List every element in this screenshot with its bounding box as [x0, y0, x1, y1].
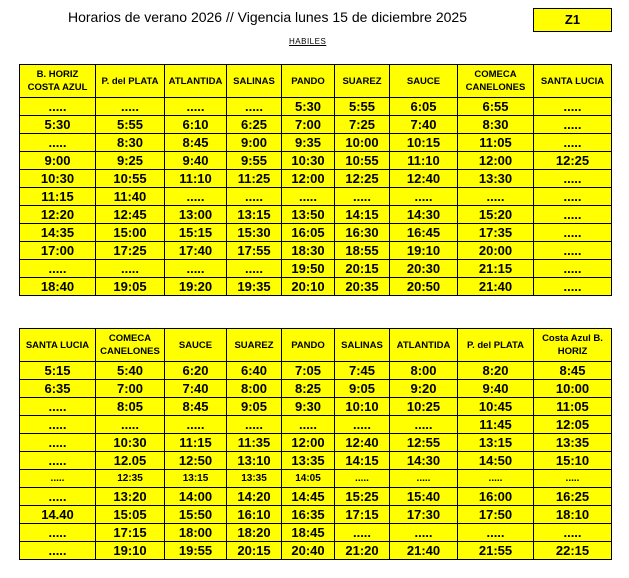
time-cell: 13:00: [165, 206, 227, 224]
time-cell: 18:40: [20, 278, 96, 296]
time-cell: 6:25: [227, 116, 282, 134]
column-header: Costa Azul B. HORIZ: [534, 329, 612, 362]
time-cell: .....: [96, 260, 165, 278]
time-cell: 11:45: [458, 416, 534, 434]
time-cell: 12.05: [96, 452, 165, 470]
time-cell: 20:10: [282, 278, 335, 296]
time-cell: .....: [534, 98, 612, 116]
time-cell: 12:00: [282, 434, 335, 452]
time-cell: 8:00: [227, 380, 282, 398]
schedule-table-outbound: [19, 64, 612, 296]
column-header: SANTA LUCIA: [534, 65, 612, 98]
table-row: [20, 152, 612, 170]
column-header: SAUCE: [165, 329, 227, 362]
time-cell: 9:05: [227, 398, 282, 416]
time-cell: 8:25: [282, 380, 335, 398]
time-cell: 10:30: [96, 434, 165, 452]
time-cell: 19:50: [282, 260, 335, 278]
time-cell: 7:45: [335, 362, 390, 380]
time-cell: 8:45: [534, 362, 612, 380]
time-cell: 11:35: [227, 434, 282, 452]
time-cell: .....: [534, 470, 612, 488]
column-header: P. del PLATA: [458, 329, 534, 362]
time-cell: .....: [165, 260, 227, 278]
column-header: SUAREZ: [227, 329, 282, 362]
time-cell: 13:35: [534, 434, 612, 452]
time-cell: 14:30: [390, 452, 458, 470]
time-cell: 11:10: [165, 170, 227, 188]
time-cell: 18:20: [227, 524, 282, 542]
time-cell: 10:15: [390, 134, 458, 152]
table-row: [20, 206, 612, 224]
time-cell: 9:40: [165, 152, 227, 170]
time-cell: 14:15: [335, 452, 390, 470]
time-cell: 17:15: [335, 506, 390, 524]
time-cell: 14.40: [20, 506, 96, 524]
time-cell: 10:00: [335, 134, 390, 152]
time-cell: 14:20: [227, 488, 282, 506]
time-cell: 19:05: [96, 278, 165, 296]
time-cell: 13:30: [458, 170, 534, 188]
time-cell: 8:00: [390, 362, 458, 380]
time-cell: 9:05: [335, 380, 390, 398]
time-cell: 9:30: [282, 398, 335, 416]
time-cell: .....: [20, 134, 96, 152]
time-cell: 17:00: [20, 242, 96, 260]
table-row: [20, 398, 612, 416]
time-cell: 5:55: [335, 98, 390, 116]
time-cell: 17:30: [390, 506, 458, 524]
time-cell: .....: [534, 116, 612, 134]
time-cell: 10:00: [534, 380, 612, 398]
time-cell: 21:40: [458, 278, 534, 296]
time-cell: 15:15: [165, 224, 227, 242]
time-cell: .....: [20, 398, 96, 416]
time-cell: 16:10: [227, 506, 282, 524]
time-cell: 20:15: [227, 542, 282, 560]
time-cell: 9:40: [458, 380, 534, 398]
time-cell: 20:15: [335, 260, 390, 278]
time-cell: 12:20: [20, 206, 96, 224]
column-header: B. HORIZ COSTA AZUL: [20, 65, 96, 98]
time-cell: 7:25: [335, 116, 390, 134]
time-cell: .....: [534, 224, 612, 242]
time-cell: 6:20: [165, 362, 227, 380]
table-row: [20, 260, 612, 278]
time-cell: .....: [20, 260, 96, 278]
table-row: [20, 488, 612, 506]
time-cell: 19:35: [227, 278, 282, 296]
time-cell: 13:15: [165, 470, 227, 488]
time-cell: 12:05: [534, 416, 612, 434]
time-cell: 9:20: [390, 380, 458, 398]
time-cell: 14:00: [165, 488, 227, 506]
time-cell: .....: [282, 416, 335, 434]
time-cell: 19:20: [165, 278, 227, 296]
time-cell: .....: [20, 470, 96, 488]
time-cell: .....: [20, 542, 96, 560]
table-row: [20, 224, 612, 242]
time-cell: 20:35: [335, 278, 390, 296]
time-cell: 11:25: [227, 170, 282, 188]
time-cell: 13:10: [227, 452, 282, 470]
time-cell: 16:45: [390, 224, 458, 242]
column-header: PANDO: [282, 329, 335, 362]
time-cell: 13:15: [227, 206, 282, 224]
time-cell: 5:40: [96, 362, 165, 380]
time-cell: .....: [20, 98, 96, 116]
time-cell: 5:55: [96, 116, 165, 134]
time-cell: 17:55: [227, 242, 282, 260]
time-cell: .....: [165, 416, 227, 434]
time-cell: 12:55: [390, 434, 458, 452]
time-cell: 12:00: [458, 152, 534, 170]
time-cell: 7:00: [282, 116, 335, 134]
table-row: [20, 506, 612, 524]
table-row: [20, 98, 612, 116]
header-row: [20, 329, 612, 362]
time-cell: 17:50: [458, 506, 534, 524]
time-cell: .....: [534, 278, 612, 296]
time-cell: 11:05: [534, 398, 612, 416]
time-cell: 6:35: [20, 380, 96, 398]
time-cell: 16:35: [282, 506, 335, 524]
time-cell: .....: [534, 188, 612, 206]
time-cell: 20:40: [282, 542, 335, 560]
time-cell: .....: [96, 98, 165, 116]
time-cell: .....: [20, 488, 96, 506]
time-cell: 9:35: [282, 134, 335, 152]
column-header: SALINAS: [227, 65, 282, 98]
time-cell: 21:55: [458, 542, 534, 560]
time-cell: 12:25: [335, 170, 390, 188]
column-header: P. del PLATA: [96, 65, 165, 98]
time-cell: 7:40: [390, 116, 458, 134]
column-header: PANDO: [282, 65, 335, 98]
time-cell: .....: [20, 416, 96, 434]
time-cell: 21:40: [390, 542, 458, 560]
time-cell: 20:00: [458, 242, 534, 260]
time-cell: 11:40: [96, 188, 165, 206]
time-cell: 10:55: [335, 152, 390, 170]
time-cell: .....: [96, 416, 165, 434]
table-row: [20, 524, 612, 542]
time-cell: .....: [534, 170, 612, 188]
time-cell: 11:05: [458, 134, 534, 152]
table-row: [20, 452, 612, 470]
time-cell: 7:40: [165, 380, 227, 398]
time-cell: .....: [390, 524, 458, 542]
column-header: SALINAS: [335, 329, 390, 362]
time-cell: 9:00: [227, 134, 282, 152]
time-cell: 11:15: [20, 188, 96, 206]
time-cell: 11:10: [390, 152, 458, 170]
time-cell: .....: [534, 260, 612, 278]
time-cell: .....: [165, 98, 227, 116]
time-cell: 15:00: [96, 224, 165, 242]
time-cell: 18:55: [335, 242, 390, 260]
column-header: COMECA CANELONES: [458, 65, 534, 98]
time-cell: 7:00: [96, 380, 165, 398]
time-cell: 12:40: [390, 170, 458, 188]
column-header: COMECA CANELONES: [96, 329, 165, 362]
time-cell: 18:00: [165, 524, 227, 542]
time-cell: 13:35: [282, 452, 335, 470]
time-cell: 13:35: [227, 470, 282, 488]
time-cell: 11:15: [165, 434, 227, 452]
time-cell: 10:30: [282, 152, 335, 170]
column-header: ATLANTIDA: [390, 329, 458, 362]
time-cell: 14:05: [282, 470, 335, 488]
time-cell: 12:35: [96, 470, 165, 488]
schedule-table-return: [19, 328, 612, 560]
table-row: [20, 170, 612, 188]
table-row: [20, 188, 612, 206]
time-cell: 12:45: [96, 206, 165, 224]
time-cell: 16:25: [534, 488, 612, 506]
time-cell: 6:05: [390, 98, 458, 116]
time-cell: 5:30: [282, 98, 335, 116]
time-cell: 18:30: [282, 242, 335, 260]
time-cell: .....: [227, 416, 282, 434]
time-cell: .....: [458, 188, 534, 206]
time-cell: .....: [20, 524, 96, 542]
time-cell: 14:35: [20, 224, 96, 242]
time-cell: .....: [534, 134, 612, 152]
table-row: [20, 242, 612, 260]
time-cell: .....: [335, 188, 390, 206]
time-cell: 12:25: [534, 152, 612, 170]
time-cell: 17:40: [165, 242, 227, 260]
time-cell: 19:10: [390, 242, 458, 260]
time-cell: 15:30: [227, 224, 282, 242]
time-cell: 12:50: [165, 452, 227, 470]
time-cell: 20:30: [390, 260, 458, 278]
time-cell: 13:20: [96, 488, 165, 506]
time-cell: 17:25: [96, 242, 165, 260]
time-cell: 9:55: [227, 152, 282, 170]
time-cell: .....: [390, 188, 458, 206]
column-header: SANTA LUCIA: [20, 329, 96, 362]
time-cell: 8:45: [165, 398, 227, 416]
time-cell: 21:15: [458, 260, 534, 278]
time-cell: 15:10: [534, 452, 612, 470]
time-cell: 5:15: [20, 362, 96, 380]
time-cell: .....: [227, 188, 282, 206]
time-cell: 10:55: [96, 170, 165, 188]
time-cell: .....: [390, 470, 458, 488]
time-cell: .....: [534, 524, 612, 542]
time-cell: 10:30: [20, 170, 96, 188]
time-cell: .....: [335, 416, 390, 434]
time-cell: .....: [165, 188, 227, 206]
header-row: [20, 65, 612, 98]
time-cell: .....: [534, 242, 612, 260]
time-cell: 9:00: [20, 152, 96, 170]
time-cell: 12:00: [282, 170, 335, 188]
time-cell: 15:50: [165, 506, 227, 524]
time-cell: 20:50: [390, 278, 458, 296]
time-cell: 18:10: [534, 506, 612, 524]
time-cell: 18:45: [282, 524, 335, 542]
time-cell: 6:10: [165, 116, 227, 134]
time-cell: 14:30: [390, 206, 458, 224]
time-cell: 14:15: [335, 206, 390, 224]
time-cell: 13:50: [282, 206, 335, 224]
route-badge: Z1: [533, 8, 612, 32]
time-cell: .....: [227, 260, 282, 278]
column-header: SAUCE: [390, 65, 458, 98]
time-cell: 14:45: [282, 488, 335, 506]
time-cell: 8:05: [96, 398, 165, 416]
table-row: [20, 362, 612, 380]
time-cell: .....: [20, 434, 96, 452]
time-cell: 19:55: [165, 542, 227, 560]
time-cell: .....: [227, 98, 282, 116]
time-cell: .....: [458, 470, 534, 488]
table-row: [20, 134, 612, 152]
time-cell: .....: [390, 416, 458, 434]
time-cell: 15:25: [335, 488, 390, 506]
time-cell: 9:25: [96, 152, 165, 170]
time-cell: .....: [335, 470, 390, 488]
time-cell: .....: [534, 206, 612, 224]
time-cell: 7:05: [282, 362, 335, 380]
table-row: [20, 278, 612, 296]
time-cell: 16:30: [335, 224, 390, 242]
time-cell: .....: [458, 524, 534, 542]
table-row: [20, 470, 612, 488]
column-header: SUAREZ: [335, 65, 390, 98]
time-cell: 22:15: [534, 542, 612, 560]
time-cell: 8:20: [458, 362, 534, 380]
time-cell: 15:40: [390, 488, 458, 506]
time-cell: 21:20: [335, 542, 390, 560]
table-row: [20, 116, 612, 134]
time-cell: .....: [20, 452, 96, 470]
time-cell: 16:05: [282, 224, 335, 242]
table-row: [20, 380, 612, 398]
time-cell: 17:15: [96, 524, 165, 542]
table-row: [20, 434, 612, 452]
time-cell: 15:20: [458, 206, 534, 224]
time-cell: 8:30: [96, 134, 165, 152]
time-cell: 14:50: [458, 452, 534, 470]
time-cell: 10:10: [335, 398, 390, 416]
time-cell: .....: [335, 524, 390, 542]
time-cell: 8:45: [165, 134, 227, 152]
time-cell: 10:25: [390, 398, 458, 416]
time-cell: 10:45: [458, 398, 534, 416]
time-cell: 19:10: [96, 542, 165, 560]
day-type-label: HABILES: [289, 37, 327, 46]
time-cell: 6:55: [458, 98, 534, 116]
table-row: [20, 416, 612, 434]
time-cell: 12:40: [335, 434, 390, 452]
time-cell: 8:30: [458, 116, 534, 134]
page-title: Horarios de verano 2026 // Vigencia lunes 15 de diciembre 2025: [68, 9, 467, 25]
time-cell: 13:15: [458, 434, 534, 452]
time-cell: .....: [282, 188, 335, 206]
time-cell: 16:00: [458, 488, 534, 506]
time-cell: 5:30: [20, 116, 96, 134]
time-cell: 6:40: [227, 362, 282, 380]
time-cell: 15:05: [96, 506, 165, 524]
table-row: [20, 542, 612, 560]
column-header: ATLANTIDA: [165, 65, 227, 98]
time-cell: 17:35: [458, 224, 534, 242]
